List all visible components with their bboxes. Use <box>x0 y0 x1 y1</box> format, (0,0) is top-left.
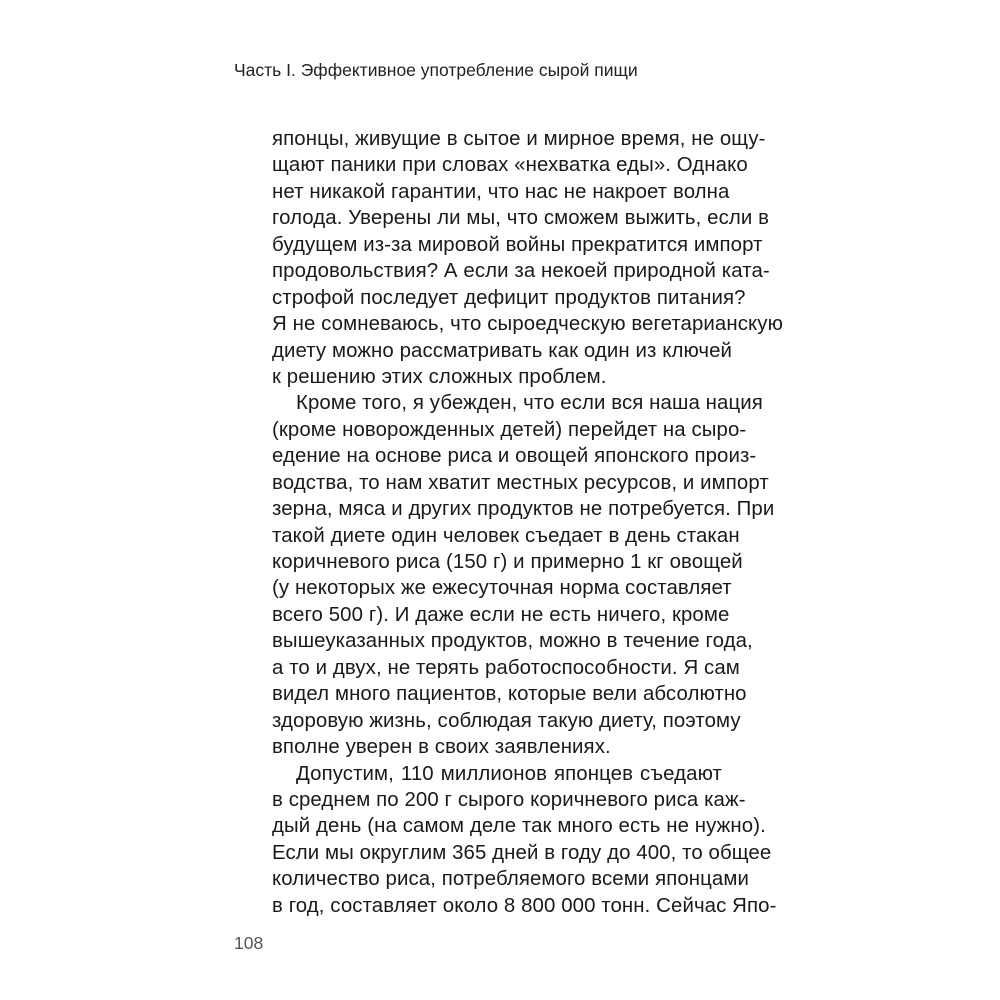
text-line: продовольствия? А если за некоей природной ката- <box>272 260 770 283</box>
text-line: щают паники при словах «нехватка еды». Однако <box>272 154 748 177</box>
text-line: вполне уверен в своих заявлениях. <box>272 736 611 759</box>
text-line: диету можно рассматривать как один из ключей <box>272 339 733 362</box>
text-line: (кроме новорожденных детей) перейдет на сыро- <box>272 418 747 441</box>
text-line: здоровую жизнь, соблюдая такую диету, поэтому <box>272 709 741 732</box>
text-line: коричневого риса (150 г) и примерно 1 кг овощей <box>272 551 743 573</box>
text-line: японцы, живущие в сытое и мирное время, не ощу- <box>272 128 766 150</box>
text-line: Я не сомневаюсь, что сыроедческую вегетарианскую <box>272 313 783 336</box>
text-line: а то и двух, не терять работоспособности. Я сам <box>272 656 740 679</box>
text-line: Если мы округлим 365 дней в году до 400, то общее <box>272 841 772 864</box>
text-line: видел много пациентов, которые вели абсолютно <box>272 683 747 706</box>
text-line: количество риса, потребляемого всеми японцами <box>272 868 749 891</box>
running-head: Часть I. Эффективное употребление сырой пищи <box>234 60 638 80</box>
text-line: (у некоторых же ежесуточная норма составляет <box>272 577 732 600</box>
text-line: строфой последует дефицит продуктов питания? <box>272 286 746 309</box>
text-line: в среднем по 200 г сырого коричневого риса каж- <box>272 788 746 811</box>
text-line: Кроме того, я убежден, что если вся наша нация <box>296 392 763 415</box>
text-line: вышеуказанных продуктов, можно в течение года, <box>272 630 753 653</box>
body-text <box>272 126 783 919</box>
text-line: зерна, мяса и других продуктов не потребуется. При <box>272 498 775 521</box>
text-line: такой диете один человек съедает в день стакан <box>272 524 740 547</box>
text-line: едение на основе риса и овощей японского произ- <box>272 445 757 468</box>
text-line: будущем из-за мировой войны прекратится импорт <box>272 233 763 256</box>
text-line: водства, то нам хватит местных ресурсов, и импорт <box>272 471 769 494</box>
text-line: к решению этих сложных проблем. <box>272 365 607 388</box>
text-line: дый день (на самом деле так много есть не нужно). <box>272 815 766 838</box>
page-number: 108 <box>234 933 264 953</box>
text-line: в год, составляет около 8 800 000 тонн. Сейчас Япо- <box>272 894 777 917</box>
text-line: всего 500 г). И даже если не есть ничего, кроме <box>272 603 730 626</box>
text-line: Допустим, 110 миллионов японцев съедают <box>296 762 722 785</box>
text-line: голода. Уверены ли мы, что сможем выжить, если в <box>272 207 770 230</box>
text-line: нет никакой гарантии, что нас не накроет волна <box>272 180 730 203</box>
